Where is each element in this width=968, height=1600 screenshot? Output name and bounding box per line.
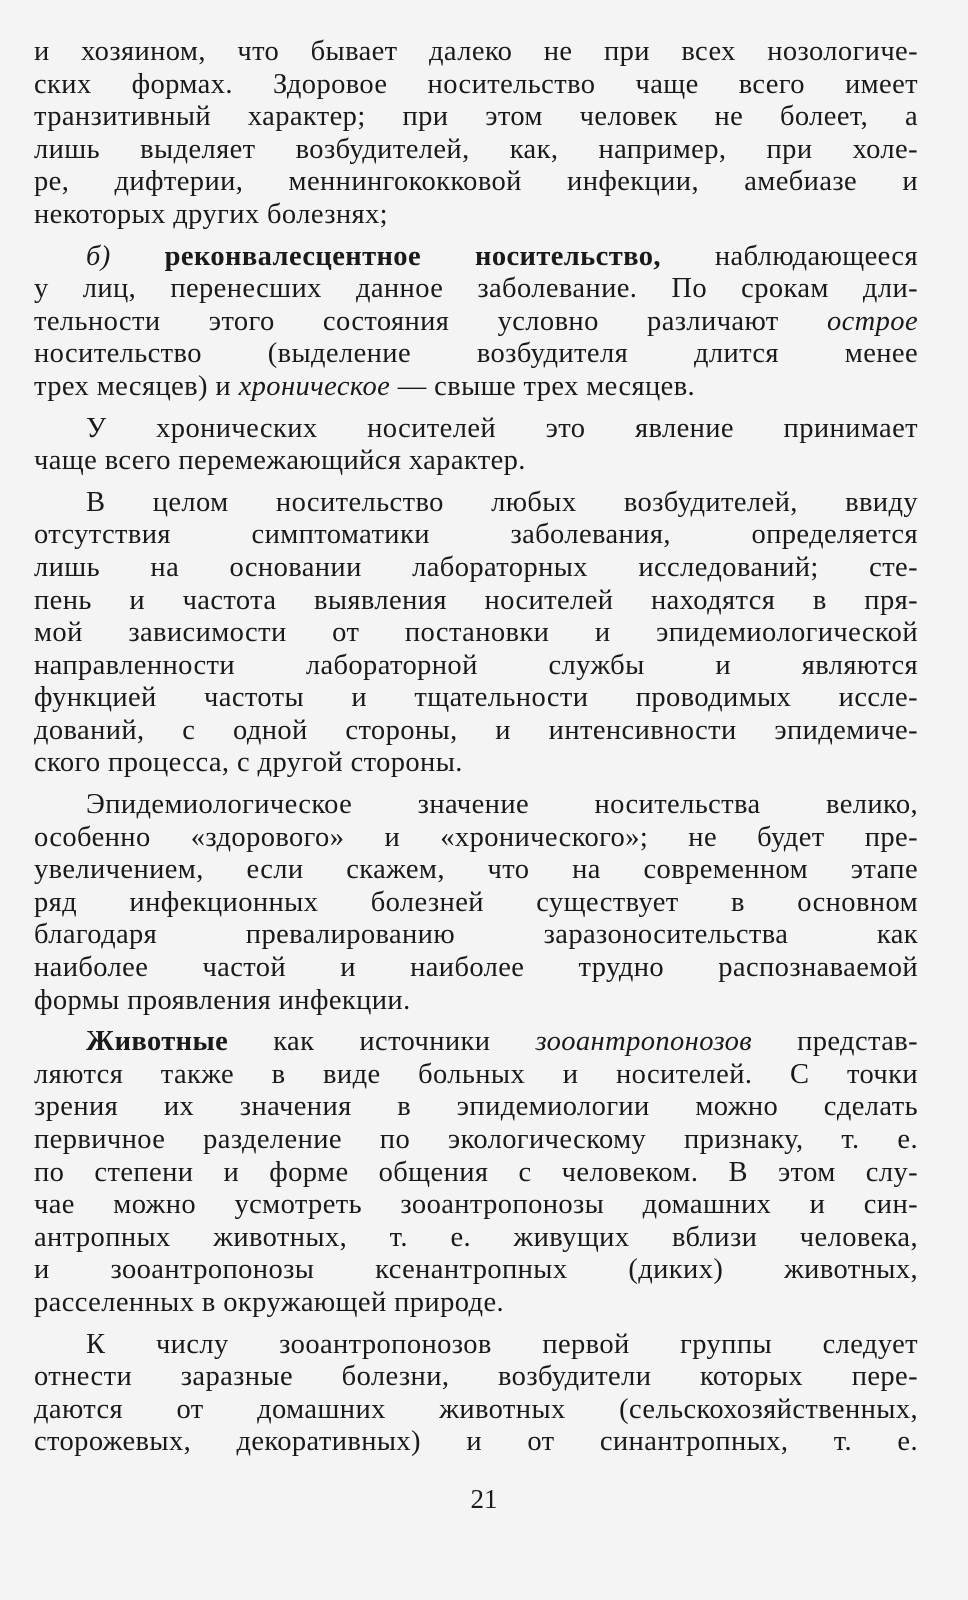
text-run: ряд инфекционных болезней существует в основном [34, 886, 918, 918]
text-run: Животные [86, 1026, 229, 1058]
text-run: наблюдающееся [660, 240, 918, 272]
text-run: сторожевых, декоративных) и от синантропных, т. е. [34, 1426, 918, 1458]
text-line [34, 1222, 918, 1255]
text-run: отсутствия симптоматики заболевания, определяется [34, 519, 918, 551]
text-line [34, 617, 918, 650]
text-line [34, 682, 918, 715]
text-run: пень и частота выявления носителей находятся в пря- [34, 584, 918, 616]
text-line [34, 789, 918, 822]
text-line [34, 306, 918, 339]
text-run: благодаря превалированию заразоносительства как [34, 919, 918, 951]
text-line [34, 413, 918, 446]
text-line [34, 371, 918, 404]
text-line [34, 241, 918, 274]
text-run: чае можно усмотреть зооантропонозы домашних и син- [34, 1189, 918, 1221]
text-line [34, 519, 918, 552]
text-run: ского процесса, с другой стороны. [34, 747, 463, 779]
text-line [34, 985, 918, 1018]
text-run: первичное разделение по экологическому признаку, т. е. [34, 1124, 918, 1155]
text-line [34, 747, 918, 780]
text-run: лишь выделяет возбудителей, как, например, при холе- [34, 133, 918, 165]
text-run: представ- [752, 1026, 919, 1058]
text-line [34, 1254, 918, 1287]
text-line [34, 715, 918, 748]
text-line [34, 101, 918, 134]
text-line [34, 36, 918, 69]
text-line [34, 69, 918, 102]
text-line [34, 1059, 918, 1092]
text-run: — свыше трех месяцев. [390, 370, 696, 402]
text-run: реконвалесцентное носительство, [164, 240, 661, 272]
text-line [34, 650, 918, 683]
text-run: К числу зооантропонозов первой группы следует [86, 1328, 918, 1360]
text-line [34, 338, 918, 371]
text-run: зрения их значения в эпидемиологии можно сделать [34, 1091, 918, 1123]
text-line [34, 1329, 918, 1362]
text-line [34, 1157, 918, 1190]
text-line [34, 487, 918, 520]
text-line [34, 273, 918, 306]
text-run: по степени и форме общения с человеком. В этом слу- [34, 1156, 918, 1188]
text-line [34, 1426, 918, 1459]
text-run: ляются также в виде больных и носителей. С точки [34, 1058, 918, 1090]
text-run: наиболее частой и наиболее трудно распознаваемой [34, 952, 918, 984]
text-line [34, 1124, 918, 1157]
text-line [34, 199, 918, 232]
paragraph [34, 487, 918, 780]
text-run: и хозяином, что бывает далеко не при всех нозологиче- [34, 36, 918, 67]
text-line [34, 445, 918, 478]
text-run: носительство (выделение возбудителя длится менее [34, 338, 918, 370]
text-run: особенно «здорового» и «хронического»; не будет пре- [34, 821, 918, 853]
page-text [34, 36, 918, 1459]
text-run: антропных животных, т. е. живущих вблизи человека, [34, 1221, 918, 1253]
text-line [34, 166, 918, 199]
text-run: б) [86, 240, 165, 272]
text-line [34, 552, 918, 585]
text-run: у лиц, перенесших данное заболевание. По срокам дли- [34, 273, 918, 305]
text-run: увеличением, если скажем, что на современном этапе [34, 854, 918, 886]
paragraph [34, 241, 918, 404]
paragraph [34, 789, 918, 1017]
text-line [34, 1394, 918, 1427]
page-number: 21 [470, 1484, 498, 1514]
text-line [34, 887, 918, 920]
text-run: В целом носительство любых возбудителей, ввиду [86, 486, 918, 518]
text-run: функцией частоты и тщательности проводимых иссле- [34, 682, 918, 714]
text-run: отнести заразные болезни, возбудители которых пере- [34, 1361, 918, 1393]
text-run: расселенных в окружающей природе. [34, 1286, 505, 1318]
text-run: Эпидемиологическое значение носительства велико, [86, 789, 918, 821]
text-run: лишь на основании лабораторных исследований; сте- [34, 551, 918, 583]
text-run: ре, дифтерии, меннингококковой инфекции, амебиазе и [34, 166, 918, 198]
text-line [34, 1287, 918, 1320]
text-line [34, 1189, 918, 1222]
text-run: направленности лабораторной службы и являются [34, 649, 918, 681]
text-run: чаще всего перемежающийся характер. [34, 445, 526, 477]
paragraph [34, 1026, 918, 1319]
text-run: острое [826, 305, 918, 337]
text-run: хроническое [238, 370, 391, 402]
text-line [34, 1091, 918, 1124]
text-line [34, 1361, 918, 1394]
text-line [34, 952, 918, 985]
text-run: как источники [228, 1026, 536, 1058]
text-line [34, 1026, 918, 1059]
paragraph [34, 36, 918, 232]
text-run: транзитивный характер; при этом человек не болеет, а [34, 101, 918, 133]
text-run: даются от домашних животных (сельскохозяйственных, [34, 1393, 918, 1425]
text-run: формы проявления инфекции. [34, 984, 411, 1016]
text-line [34, 585, 918, 618]
text-run: дований, с одной стороны, и интенсивности эпидемиче- [34, 714, 918, 746]
paragraph [34, 413, 918, 478]
text-run: ских формах. Здоровое носительство чаще всего имеет [34, 68, 918, 100]
text-run: тельности этого состояния условно различают [34, 305, 827, 337]
text-line [34, 134, 918, 167]
text-run: и зооантропонозы ксенантропных (диких) животных, [34, 1254, 918, 1286]
text-line [34, 822, 918, 855]
text-run: зооантропонозов [535, 1026, 753, 1058]
text-run: некоторых других болезнях; [34, 198, 389, 230]
text-run: У хронических носителей это явление принимает [86, 412, 918, 444]
text-run: мой зависимости от постановки и эпидемиологической [34, 617, 918, 649]
text-line [34, 854, 918, 887]
text-line [34, 919, 918, 952]
paragraph [34, 1329, 918, 1459]
text-run: трех месяцев) и [34, 370, 239, 402]
